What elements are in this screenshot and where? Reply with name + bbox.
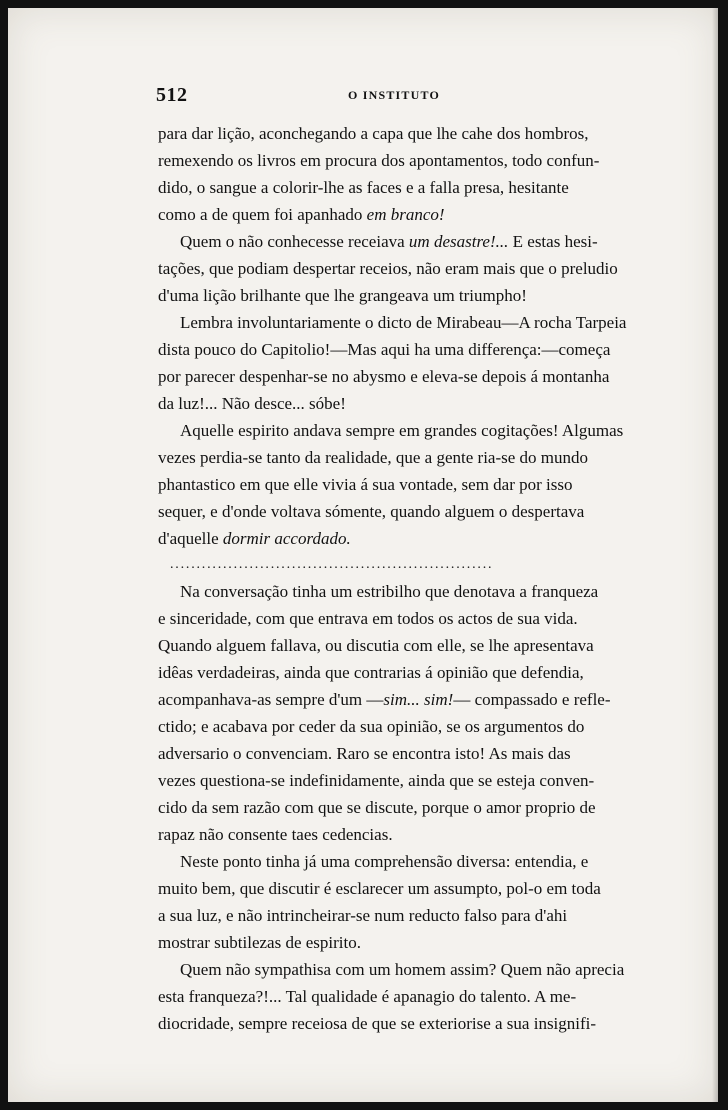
text-line: adversario o convenciam. Raro se encontra isto! As mais das: [158, 744, 571, 763]
text-line: vezes questiona-se indefinidamente, ainda que se esteja conven-: [158, 771, 595, 790]
text-line: como a de quem foi apanhado em branco!: [158, 205, 445, 224]
paragraph: [158, 120, 634, 228]
text-line: rapaz não consente taes cedencias.: [158, 825, 393, 844]
text-line: idêas verdadeiras, ainda que contrarias á opinião que defendia,: [158, 663, 584, 682]
text-line: Quem o não conhecesse receiava um desastre!... E estas hesi-: [180, 232, 598, 251]
text-line: phantastico em que elle vivia á sua vontade, sem dar por isso: [158, 475, 573, 494]
text-line: dido, o sangue a colorir-lhe as faces e a falla presa, hesitante: [158, 178, 569, 197]
paragraph: [158, 309, 634, 417]
paragraph: [158, 956, 634, 1037]
page-header: [156, 84, 636, 106]
paragraph: [158, 417, 634, 552]
text-line: muito bem, que discutir é esclarecer um assumpto, pol-o em toda: [158, 879, 601, 898]
running-head: O INSTITUTO: [348, 88, 441, 102]
book-page: [8, 8, 718, 1102]
text-line: esta franqueza?!... Tal qualidade é apanagio do talento. A me-: [158, 987, 577, 1006]
text-line: tações, que podiam despertar receios, não eram mais que o preludio: [158, 259, 618, 278]
text-line: cido da sem razão com que se discute, porque o amor proprio de: [158, 798, 596, 817]
text-line: por parecer despenhar-se no abysmo e eleva-se depois á montanha: [158, 367, 610, 386]
paragraph: [158, 578, 634, 848]
text-line: sequer, e d'onde voltava sómente, quando alguem o despertava: [158, 502, 585, 521]
text-line: Quando alguem fallava, ou discutia com elle, se lhe apresentava: [158, 636, 594, 655]
text-line: da luz!... Não desce... sóbe!: [158, 394, 346, 413]
text-line: Neste ponto tinha já uma comprehensão diversa: entendia, e: [180, 852, 589, 871]
text-line: d'uma lição brilhante que lhe grangeava um triumpho!: [158, 286, 527, 305]
text-line: diocridade, sempre receiosa de que se exteriorise a sua insignifi-: [158, 1014, 597, 1033]
paragraph: [158, 228, 634, 309]
text-line: mostrar subtilezas de espirito.: [158, 933, 362, 952]
text-line: Aquelle espirito andava sempre em grandes cogitações! Algumas: [180, 421, 624, 440]
text-line: Lembra involuntariamente o dicto de Mirabeau—A rocha Tarpeia: [180, 313, 627, 332]
paragraph: [158, 848, 634, 956]
text-line: acompanhava-as sempre d'um —sim... sim!— compassado e refle-: [158, 690, 611, 709]
text-line: dista pouco do Capitolio!—Mas aqui ha uma differença:—começa: [158, 340, 611, 359]
text-line: d'aquelle dormir accordado.: [158, 529, 351, 548]
body-text: [158, 120, 634, 1037]
text-line: ctido; e acabava por ceder da sua opinião, se os argumentos do: [158, 717, 585, 736]
text-line: Quem não sympathisa com um homem assim? Quem não aprecia: [180, 960, 625, 979]
text-line: para dar lição, aconchegando a capa que lhe cahe dos hombros,: [158, 124, 589, 143]
text-line: a sua luz, e não intrincheirar-se num reducto falso para d'ahi: [158, 906, 568, 925]
text-line: Na conversação tinha um estribilho que denotava a franqueza: [180, 582, 599, 601]
text-line: e sinceridade, com que entrava em todos os actos de sua vida.: [158, 609, 578, 628]
page-number: 512: [156, 84, 188, 106]
text-line: vezes perdia-se tanto da realidade, que a gente ria-se do mundo: [158, 448, 589, 467]
text-line: remexendo os livros em procura dos apontamentos, todo confun-: [158, 151, 600, 170]
section-separator: .............................................................: [170, 557, 494, 572]
